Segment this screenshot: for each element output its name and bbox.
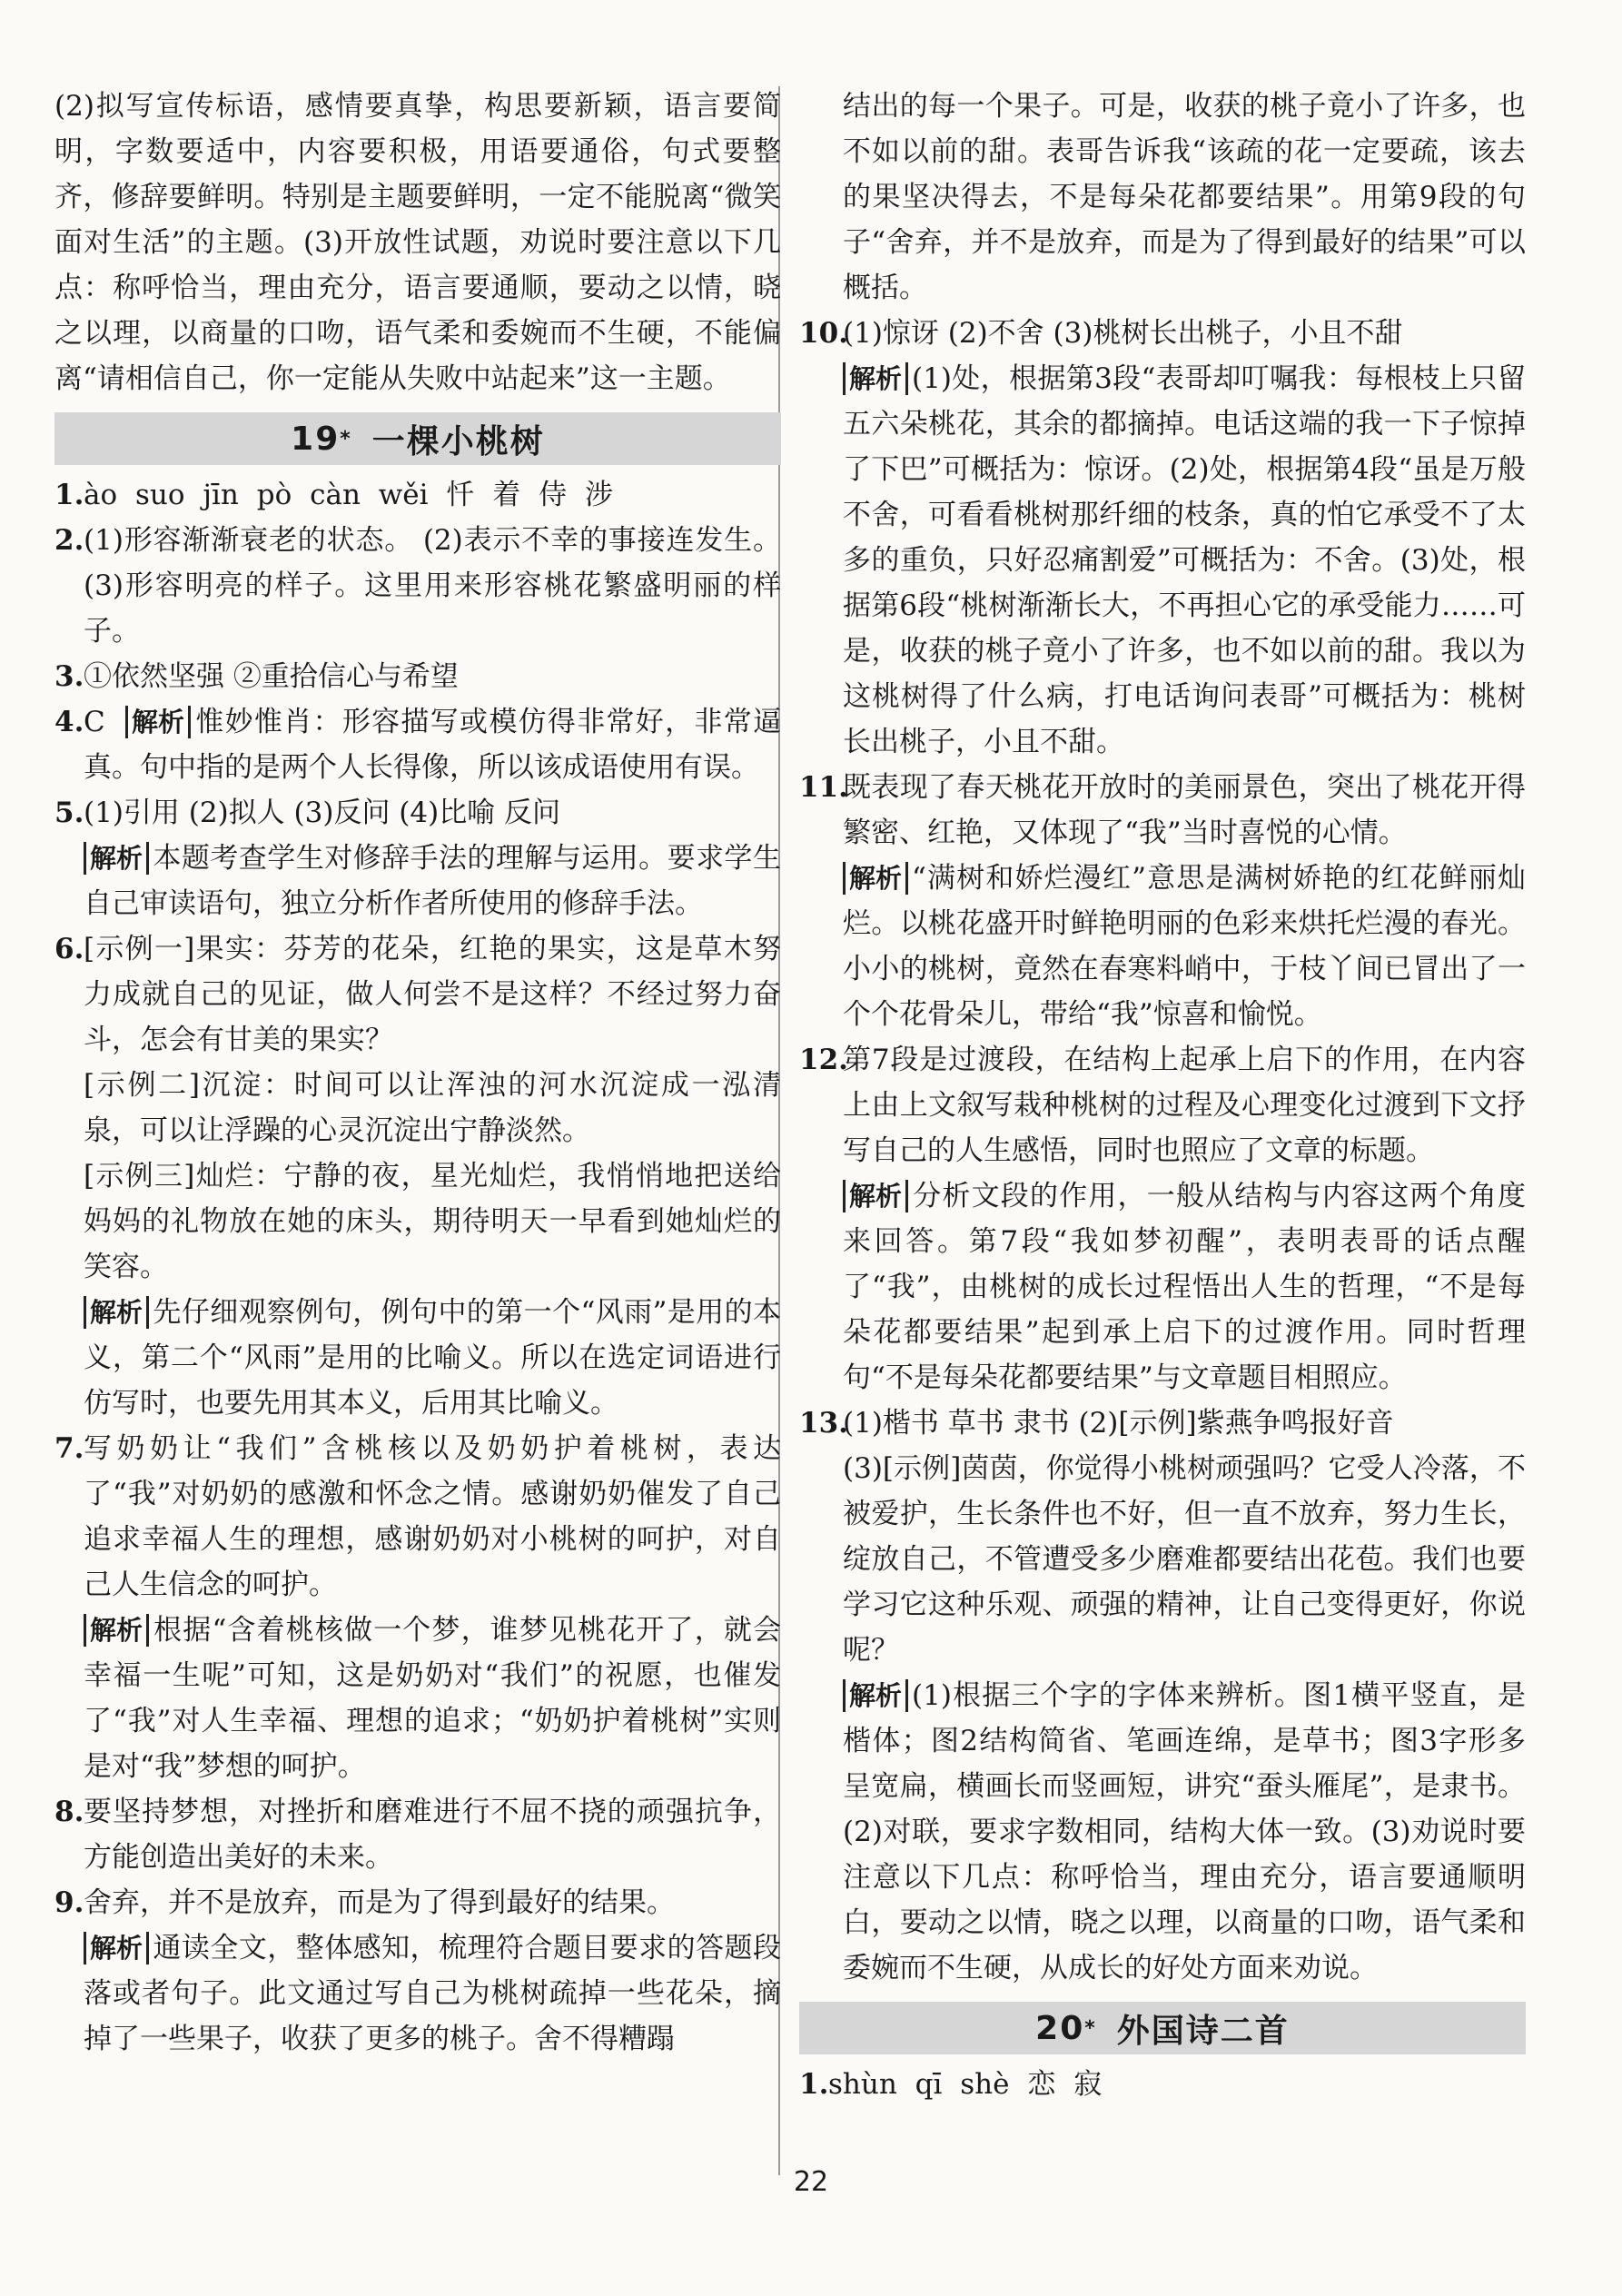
- answer-item: [799, 1037, 1526, 1400]
- answer-text: ào suo jīn pò càn wěi 忏 着 侍 涉: [84, 479, 613, 511]
- answer-text: (1)引用 (2)拟人 (3)反问 (4)比喻 反问: [84, 797, 561, 829]
- section-title-20: [799, 2002, 1526, 2054]
- analysis-paragraph: [84, 1608, 781, 1789]
- answer-item: [54, 472, 781, 518]
- analysis-tag: 解析: [843, 862, 908, 895]
- answer-number: 13.: [799, 1407, 848, 1440]
- analysis-text: 本题考查学生对修辞手法的理解与运用。要求学生自己审读语句，独立分析作者所使用的修辞手法。: [84, 842, 781, 920]
- left-column: [54, 84, 781, 2062]
- answer-item: [54, 1426, 781, 1789]
- answer-item: [799, 2062, 1526, 2107]
- page-number: 22: [793, 2166, 829, 2198]
- answer-text: (1)形容渐渐衰老的状态。 (2)表示不幸的事接连发生。 (3)形容明亮的样子。这里用来形容桃花繁盛明丽的样子。: [84, 524, 781, 648]
- analysis-tag: 解析: [84, 1932, 149, 1964]
- answer-number: 7.: [54, 1432, 84, 1465]
- analysis-text: 根据“含着桃核做一个梦，谁梦见桃花开了，就会幸福一生呢”可知，这是奶奶对“我们”的祝愿，也催发了“我”对人生幸福、理想的追求；“奶奶护着桃树”实则是对“我”梦想的呵护。: [84, 1614, 781, 1783]
- answer-text: ①依然坚强 ②重拾信心与希望: [84, 660, 459, 693]
- answer-text: (1)惊讶 (2)不舍 (3)桃树长出桃子，小且不甜: [843, 317, 1403, 350]
- answer-text: 要坚持梦想，对挫折和磨难进行不屈不挠的顽强抗争，方能创造出美好的未来。: [84, 1796, 781, 1874]
- answer-number: 2.: [54, 524, 84, 557]
- answer-item: [799, 1400, 1526, 1991]
- answer-text: shùn qī shè 恋 寂: [828, 2068, 1103, 2101]
- right-column: [799, 84, 1526, 2107]
- analysis-tag: 解析: [843, 362, 908, 395]
- answer-text: [示例一]果实：芬芳的花朵，红艳的果实，这是草木努力成就自己的见证，做人何尝不是这样？不经过努力奋斗，怎会有甘美的果实？: [84, 933, 781, 1056]
- section-title-text: 外国诗二首: [1116, 2012, 1290, 2050]
- answer-number: 6.: [54, 933, 84, 965]
- section-title-19: [54, 412, 781, 465]
- answer-number: 8.: [54, 1796, 84, 1828]
- section-mark: *: [1084, 2016, 1097, 2040]
- answer-item: [799, 765, 1526, 1037]
- analysis-paragraph: [84, 1925, 781, 2062]
- intro-paragraph: (2)拟写宣传标语，感情要真挚，构思要新颖，语言要简明，字数要适中，内容要积极，用语要通俗，句式要整齐，修辞要鲜明。特别是主题要鲜明，一定不能脱离“微笑面对生活”的主题。(3)开放性试题，劝说时要注意以下几点：称呼恰当，理由充分，语言要通顺，要动之以情，晓之以理，以商量的口吻，语气柔和委婉而不生硬，不能偏离“请相信自己，你一定能从失败中站起来”这一主题。: [54, 90, 781, 395]
- analysis-tag: 解析: [843, 1180, 908, 1212]
- analysis-paragraph: [843, 356, 1526, 765]
- answer-item: [54, 926, 781, 1426]
- section-number: 19: [291, 420, 341, 458]
- analysis-tag: 解析: [84, 842, 149, 875]
- answer-number: 10.: [799, 317, 848, 350]
- answer-text: 第7段是过渡段，在结构上起承上启下的作用，在内容上由上文叙写栽种桃树的过程及心理变化过渡到下文抒写自己的人生感悟，同时也照应了文章的标题。: [843, 1044, 1526, 1167]
- answer-item: [799, 311, 1526, 765]
- answer-text: 舍弃，并不是放弃，而是为了得到最好的结果。: [84, 1886, 675, 1919]
- answer-number: 4.: [54, 706, 84, 738]
- answer-number: 11.: [799, 771, 848, 804]
- example-three: [示例三]灿烂：宁静的夜，星光灿烂，我悄悄地把送给妈妈的礼物放在她的床头，期待明天一早看到她灿烂的笑容。: [84, 1160, 781, 1283]
- section-title-text: 一棵小桃树: [371, 422, 545, 460]
- answer-number: 9.: [54, 1886, 84, 1919]
- analysis-text: (1)处，根据第3段“表哥却叮嘱我：每根枝上只留五六朵桃花，其余的都摘掉。电话这端的我一下子惊掉了下巴”可概括为：惊讶。(2)处，根据第4段“虽是万般不舍，可看看桃树那纤细的枝条，真的怕它承受不了太多的重负，只好忍痛割爱”可概括为：不舍。(3)处，根据第6段“桃树渐渐长大，不再担心它的承受能力……可是，收获的桃子竟小了许多，也不如以前的甜。我以为这桃树得了什么病，打电话询问表哥”可概括为：桃树长出桃子，小且不甜。: [843, 362, 1526, 758]
- answer-text: 写奶奶让“我们”含桃核以及奶奶护着桃树，表达了“我”对奶奶的感激和怀念之情。感谢奶奶催发了自己追求幸福人生的理想，感谢奶奶对小桃树的呵护，对自己人生信念的呵护。: [84, 1432, 781, 1601]
- answer-item: [54, 699, 781, 790]
- example-answer: (3)[示例]茵茵，你觉得小桃树顽强吗？它受人冷落，不被爱护，生长条件也不好，但一直不放弃，努力生长，绽放自己，不管遭受多少磨难都要结出花苞。我们也要学习它这种乐观、顽强的精神，让自己变得更好，你说呢？: [843, 1452, 1526, 1667]
- analysis-text: (1)根据三个字的字体来辨析。图1横平竖直，是楷体；图2结构简省、笔画连绵，是草书；图3字形多呈宽扁，横画长而竖画短，讲究“蚕头雁尾”，是隶书。(2)对联，要求字数相同，结构大体一致。(3)劝说时要注意以下几点：称呼恰当，理由充分，语言要通顺明白，要动之以情，晓之以理，以商量的口吻，语气柔和委婉而不生硬，从成长的好处方面来劝说。: [843, 1679, 1526, 1984]
- analysis-paragraph: [843, 856, 1526, 1037]
- analysis-tag: 解析: [84, 1614, 149, 1647]
- answer-text-with-analysis: [84, 699, 781, 790]
- section-number: 20: [1035, 2009, 1085, 2047]
- section-mark: *: [340, 427, 352, 450]
- answer-text: C: [84, 706, 105, 738]
- analysis-text: 先仔细观察例句，例句中的第一个“风雨”是用的本义，第二个“风雨”是用的比喻义。所以在选定词语进行仿写时，也要先用其本义，后用其比喻义。: [84, 1296, 781, 1420]
- answer-item: [54, 1880, 781, 2062]
- answer-number: 1.: [54, 479, 84, 511]
- answer-number: 1.: [799, 2068, 829, 2101]
- answer-item: [54, 790, 781, 926]
- analysis-text: 通读全文，整体感知，梳理符合题目要求的答题段落或者句子。此文通过写自己为桃树疏掉一些花朵，摘掉了一些果子，收获了更多的桃子。舍不得糟蹋: [84, 1932, 781, 2055]
- analysis-paragraph: [843, 1173, 1526, 1400]
- analysis-text: 惟妙惟肖：形容描写或模仿得非常好，非常逼真。句中指的是两个人长得像，所以该成语使用有误。: [84, 706, 781, 784]
- analysis-text: “满树和娇烂漫红”意思是满树娇艳的红花鲜丽灿烂。以桃花盛开时鲜艳明丽的色彩来烘托烂漫的春光。小小的桃树，竟然在春寒料峭中，于枝丫间已冒出了一个个花骨朵儿，带给“我”惊喜和愉悦。: [843, 862, 1526, 1031]
- answer-number: 12.: [799, 1044, 848, 1076]
- analysis-paragraph: [84, 1290, 781, 1426]
- analysis-tag: 解析: [843, 1679, 908, 1712]
- continuation-paragraph: 结出的每一个果子。可是，收获的桃子竟小了许多，也不如以前的甜。表哥告诉我“该疏的花一定要疏，该去的果坚决得去，不是每朵花都要结果”。用第9段的句子“舍弃，并不是放弃，而是为了得到最好的结果”可以概括。: [843, 90, 1526, 304]
- answer-number: 5.: [54, 797, 84, 829]
- answer-item: [54, 1789, 781, 1880]
- analysis-tag: 解析: [84, 1296, 149, 1329]
- example-two: [示例二]沉淀：时间可以让浑浊的河水沉淀成一泓清泉，可以让浮躁的心灵沉淀出宁静淡然。: [84, 1069, 781, 1147]
- answer-item: [54, 654, 781, 699]
- analysis-paragraph: [84, 836, 781, 926]
- answer-number: 3.: [54, 660, 84, 693]
- answer-text: 既表现了春天桃花开放时的美丽景色，突出了桃花开得繁密、红艳，又体现了“我”当时喜悦的心情。: [843, 771, 1526, 849]
- answer-text: (1)楷书 草书 隶书 (2)[示例]紫燕争鸣报好音: [843, 1407, 1394, 1440]
- answer-item: [54, 518, 781, 654]
- analysis-paragraph: [843, 1673, 1526, 1991]
- analysis-text: 分析文段的作用，一般从结构与内容这两个角度来回答。第7段“我如梦初醒”，表明表哥的话点醒了“我”，由桃树的成长过程悟出人生的哲理，“不是每朵花都要结果”起到承上启下的过渡作用。同时哲理句“不是每朵花都要结果”与文章题目相照应。: [843, 1180, 1526, 1394]
- analysis-tag: 解析: [125, 706, 191, 738]
